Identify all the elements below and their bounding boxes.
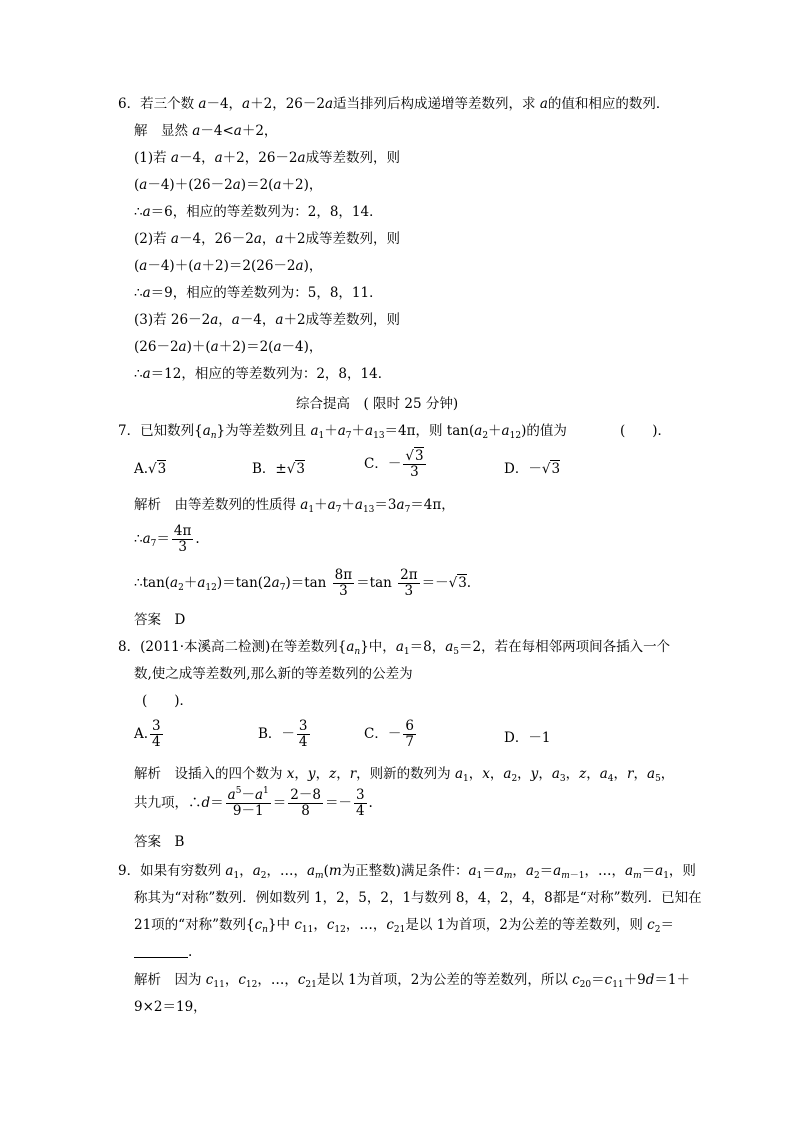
q8-step: 共九项，∴d＝ $\frac{a^5-a^1}{9-1}$ ＝ $\frac{2-8}{8}$ ＝－ $\frac{3}{4}$ . — [134, 786, 373, 819]
q7-answer-bracket: ( )． — [620, 423, 672, 439]
q6-case1-equation: (a－4)＋(26－2a)＝2(a＋2)， — [134, 177, 323, 193]
q7-option-a: A.√3 — [134, 461, 167, 477]
q7-option-b: B．±√3 — [252, 461, 305, 477]
q7-step1: $\therefore a_7=$ $\frac{4\pi}{3}$ . — [134, 523, 200, 555]
q9-analysis-line2: 9×2＝19， — [134, 999, 207, 1015]
q7-analysis: 解析 由等差数列的性质得 $a_1+a_7+a_{13}=3a_7=4\pi$， — [134, 497, 455, 515]
section-title: 综合提高 ( 限时 25 分钟) — [296, 396, 459, 412]
q6-case3-equation: (26－2a)＋(a＋2)＝2(a－4)， — [134, 339, 323, 355]
q9-analysis-line1: 解析 因为 $c_{11}$，$c_{12}$，…，$c_{21}$是以 1为首项，2为公差的等差数列，所以 $c_{20}=c_{11}+9d=1+$ — [134, 972, 690, 990]
q7-step2: $\therefore\tan(a_2+a_{12})=\tan(2a_7)=\tan$ $\frac{8\pi}{3}$ ＝tan $\frac{2\pi}{3}$ ＝－√3. — [134, 567, 472, 599]
q6-stem: 6．若三个数 a－4，a＋2，26－2a适当排列后构成递增等差数列，求 a的值和相应的数列． — [118, 96, 670, 112]
q6-case2-result: ∴a＝9，相应的等差数列为：5，8，11． — [134, 285, 383, 301]
q8-answer-bracket: ( )． — [142, 693, 194, 709]
q8-option-d: D．－1 — [504, 730, 551, 746]
q9-stem-line2: 称其为“对称”数列．例如数列 1，2，5，2，1与数列 8，4，2，4，8都是“对称”数列．已知在 — [134, 890, 702, 906]
q7-stem: 7．已知数列$\{a_n\}$为等差数列且 $a_1+a_7+a_{13}=4\pi$，则 $\tan(a_2+a_{12})$的值为 — [118, 423, 567, 441]
q8-option-c: C．－ $\frac{6}{7}$ — [364, 718, 414, 750]
q6-case3-result: ∴a＝12，相应的等差数列为：2，8，14． — [134, 366, 392, 382]
q8-analysis: 解析 设插入的四个数为 x，y，z，r，则新的数列为 $a_1$，x，$a_2$，y，$a_3$，z，$a_4$，r，$a_5$， — [134, 766, 675, 784]
q6-case1-result: ∴a＝6，相应的等差数列为：2，8，14． — [134, 204, 383, 220]
q7-option-d: D．－√3 — [504, 461, 561, 477]
q9-stem-line3: 21项的“对称”数列$\{c_n\}$中 $c_{11}$，$c_{12}$，…，$c_{21}$是以 1为首项，2为公差的等差数列，则 $c_2=$ — [134, 917, 674, 935]
q6-case1: (1)若 a－4，a＋2，26－2a成等差数列，则 — [134, 150, 401, 166]
q6-solution-head: 解 显然 a－4<a＋2， — [134, 123, 278, 139]
q7-option-c: C．－ $\frac{√3}{3}$ — [364, 448, 424, 480]
q6-case2: (2)若 a－4，26－2a，a＋2成等差数列，则 — [134, 231, 401, 247]
q8-option-b: B．－ $\frac{3}{4}$ — [258, 718, 308, 750]
q9-stem-line1: 9．如果有穷数列 $a_1$，$a_2$，…，$a_m(m$为正整数)满足条件：$a_1=a_m$，$a_2=a_{m-1}$，…，$a_m=a_1$，则 — [118, 863, 696, 881]
q8-stem-line1: 8．(2011·本溪高二检测)在等差数列$\{a_n\}$中，$a_1=8$，$a_5=2$，若在每相邻两项间各插入一个 — [118, 639, 671, 657]
q6-case3: (3)若 26－2a，a－4，a＋2成等差数列，则 — [134, 312, 401, 328]
q6-case2-equation: (a－4)＋(a＋2)＝2(26－2a)， — [134, 258, 323, 274]
q9-answer-blank: . — [134, 942, 192, 962]
q8-stem-line2: 数,使之成等差数列,那么新的等差数列的公差为 — [134, 666, 413, 682]
q8-answer: 答案 B — [134, 834, 185, 850]
q8-option-a: A. $\frac{3}{4}$ — [134, 718, 161, 750]
q7-answer: 答案 D — [134, 612, 186, 628]
